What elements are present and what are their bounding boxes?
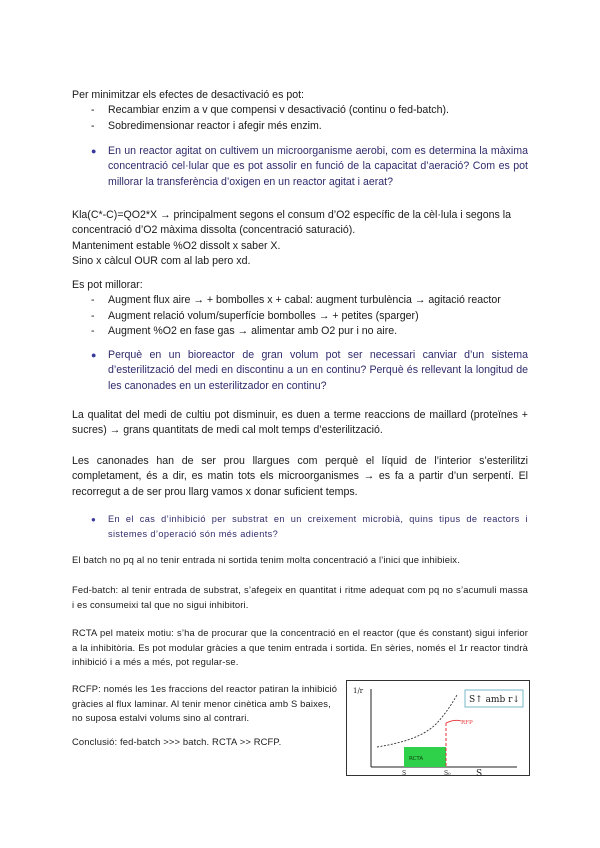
- rfp-label: RFP: [461, 720, 473, 726]
- list-item: - Augment flux aire → + bombolles x + cabal: augment turbulència → agitació reactor: [91, 294, 501, 307]
- question-aeration: [72, 144, 528, 190]
- annotation-text: S↑ amb r↓: [469, 695, 520, 705]
- question-text: En un reactor agitat on cultivem un microorganisme aerobi, com es determina la màxima concentració cel·lular que es pot assolir en funció de la capacitat d’aeració? Com es pot millorar la transferència d’oxigen en un reactor agitat i aerat?: [108, 145, 528, 188]
- x-tick-s0: S₀: [444, 770, 451, 777]
- bullet-icon: ●: [91, 350, 97, 360]
- deactivation-list: [72, 103, 528, 134]
- answer-rcta: RCTA pel mateix motiu: s’ha de procurar que la concentració en el reactor (que és constant) sigui inferior a la inhibitòria. Es pot modular gràcies a que tenim entrada i sortida. En sèries, només el 1r reactor tindrà inhibició i a més a més, pot regular-se.: [72, 627, 528, 668]
- answer-aeration: [72, 208, 528, 270]
- list-item: - Sobredimensionar reactor i afegir més enzim.: [91, 119, 322, 132]
- y-axis-label: 1/r: [353, 687, 364, 695]
- answer-paragraph: La qualitat del medi de cultiu pot disminuir, es duen a terme reaccions de maillard (proteïnes + sucres) → grans quantitats de medi cal molt temps d’esterilització.: [72, 409, 528, 437]
- question-inhibition: [72, 512, 528, 542]
- red-pointer: [446, 720, 461, 723]
- question-text: Perquè en un bioreactor de gran volum pot ser necessari canviar d’un sistema d’esterilització del medi en discontinu a un en continu? Perquè és rellevant la longitud de les canonades en un esterilitzador en continu?: [108, 349, 528, 392]
- answer-conclusion: Conclusió: fed-batch >>> batch. RCTA >> RCFP.: [72, 736, 282, 747]
- x-axis-label: S: [476, 769, 483, 777]
- answer-paragraph: Les canonades han de ser prou llargues com perquè el líquid de l’interior s’esterilitzi completament, és a dir, es matin tots els microorganismes → es fa a partir d’un serpentí. El recorregut a de ser prou llarg vamos x donar suficient temps.: [72, 454, 528, 498]
- rcta-label: RCTA: [409, 756, 424, 762]
- answer-line: Kla(C*-C)=QO2*X → principalment segons el consum d’O2 específic de la cèl·lula i segons la concentració d’O2 màxima dissolta (concentració saturació).: [72, 209, 511, 237]
- answer-line: Manteniment estable %O2 dissolt x saber X.: [72, 239, 281, 252]
- deactivation-section: [72, 88, 528, 134]
- question-sterilization: [72, 348, 528, 394]
- list-item: - Augment relació volum/superfície bombolles → + petites (sparger): [91, 309, 419, 322]
- bullet-icon: ●: [91, 146, 97, 156]
- bullet-icon: ●: [91, 515, 97, 524]
- answer-line: Sino x càlcul OUR com al lab pero xd.: [72, 255, 251, 268]
- question-text: En el cas d’inhibició per substrat en un creixement microbià, quins tipus de reactors i sistemes d’operació són més adients?: [108, 514, 528, 539]
- improve-intro: Es pot millorar:: [72, 279, 143, 291]
- inverse-rate-curve: [377, 695, 457, 747]
- answer-fedbatch: Fed-batch: al tenir entrada de substrat, s’afegeix en quantitat i ritme adequat com pq no s’acumuli massa i es consumeixi tal que no sigui inhibitori.: [72, 584, 528, 610]
- answer-sterilization: [72, 408, 528, 500]
- list-item: - Recambiar enzim a v que compensi v desactivació (continu o fed-batch).: [91, 104, 449, 117]
- figure-svg: [347, 681, 531, 777]
- improve-section: [72, 278, 528, 340]
- x-tick-s: S: [402, 770, 407, 777]
- list-item: - Augment %O2 en fase gas → alimentar amb O2 pur i no aire.: [91, 325, 398, 338]
- inhibition-figure: [346, 680, 530, 776]
- answer-rcfp: RCFP: només les 1es fraccions del reactor patiran la inhibició gràcies al flux laminar. Al tenir menor cinètica amb S baixes, no suposa estalvi volums sino al contrari.: [72, 683, 338, 724]
- improve-list: [72, 293, 528, 339]
- answer-batch: El batch no pq al no tenir entrada ni sortida tenim molta concentració a l’inici que inhibieix.: [72, 554, 460, 565]
- deactivation-intro: Per minimitzar els efectes de desactivació es pot:: [72, 89, 304, 101]
